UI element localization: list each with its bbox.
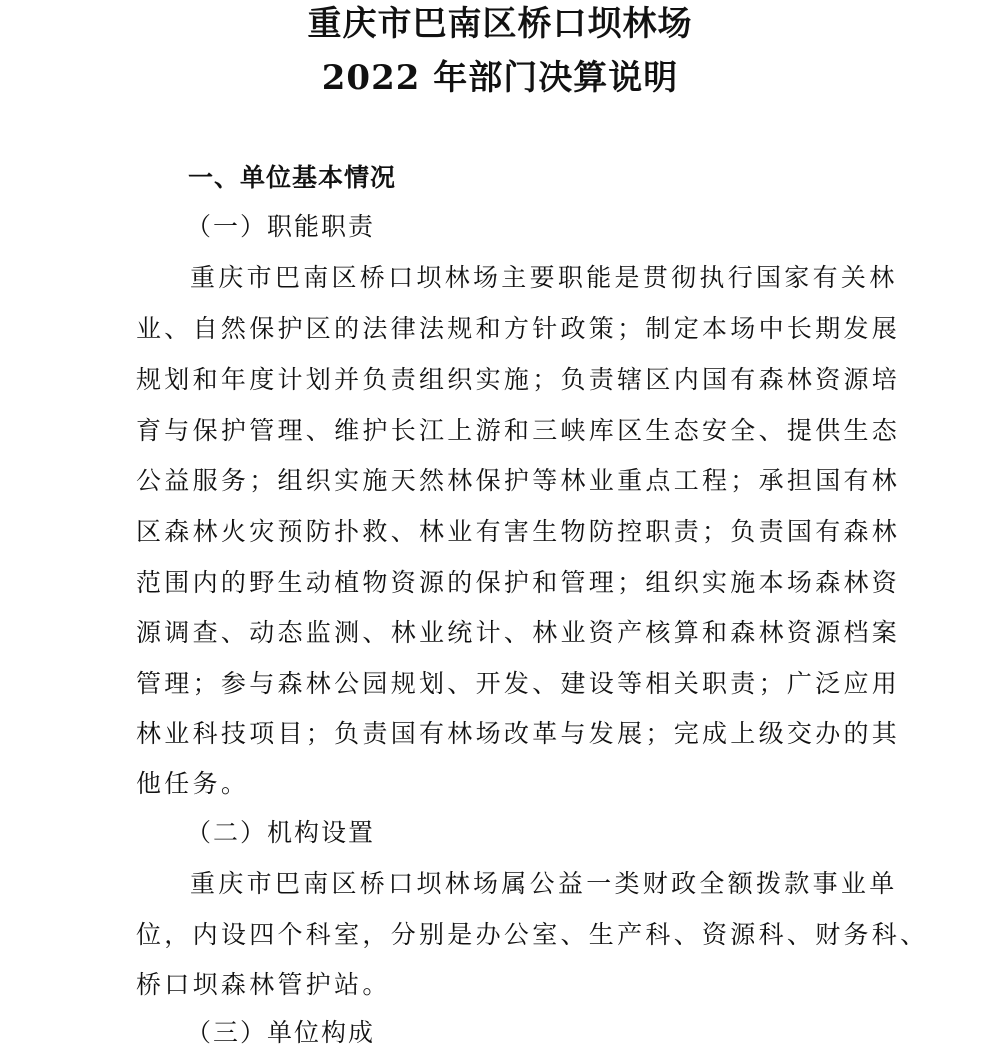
- paragraph-line: 重庆市巴南区桥口坝林场属公益一类财政全额拨款事业单: [190, 869, 898, 898]
- document-title-line-2: 2022 年部门决算说明: [321, 58, 679, 98]
- paragraph-line: 源调查、动态监测、林业统计、林业资产核算和森林资源档案: [136, 618, 901, 647]
- paragraph-line: 区森林火灾预防扑救、林业有害生物防控职责；负责国有森林: [136, 517, 901, 546]
- paragraph-line: 林业科技项目；负责国有林场改革与发展；完成上级交办的其: [136, 719, 901, 748]
- section-heading-basic-info: 一、单位基本情况: [188, 163, 397, 192]
- paragraph-line: 桥口坝森林管护站。: [136, 970, 391, 999]
- subsection-heading-organization: （二）机构设置: [186, 818, 376, 847]
- subsection-heading-functions: （一）职能职责: [186, 212, 376, 241]
- paragraph-line: 他任务。: [136, 769, 250, 798]
- paragraph-line: 管理；参与森林公园规划、开发、建设等相关职责；广泛应用: [136, 669, 901, 698]
- paragraph-line: 业、自然保护区的法律法规和方针政策；制定本场中长期发展: [136, 314, 901, 343]
- paragraph-line: 重庆市巴南区桥口坝林场主要职能是贯彻执行国家有关林: [190, 263, 898, 292]
- paragraph-line: 育与保护管理、维护长江上游和三峡库区生态安全、提供生态: [136, 416, 901, 445]
- document-title-line-1: 重庆市巴南区桥口坝林场: [307, 4, 693, 44]
- paragraph-line: 公益服务；组织实施天然林保护等林业重点工程；承担国有林: [136, 466, 901, 495]
- paragraph-line: 范围内的野生动植物资源的保护和管理；组织实施本场森林资: [136, 568, 901, 597]
- paragraph-line: 位，内设四个科室，分别是办公室、生产科、资源科、财务科、: [136, 920, 929, 949]
- subsection-heading-composition: （三）单位构成: [186, 1018, 376, 1047]
- paragraph-line: 规划和年度计划并负责组织实施；负责辖区内国有森林资源培: [136, 365, 901, 394]
